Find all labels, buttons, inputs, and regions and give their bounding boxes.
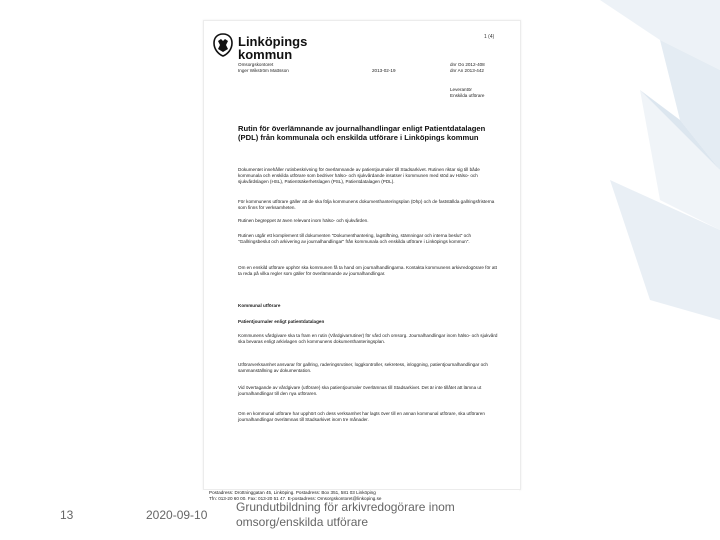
background-decoration: [490, 0, 720, 320]
document-date: 2013-02-19: [372, 68, 396, 73]
paragraph-private-provider: Om en enskild utförare upphör ska kommunen få ta hand om journalhandlingarna. Kontakta kommunens arkivredogörare för att ta reda på vilka regler som gäller för överlämnande av journalhandlingar.: [238, 265, 497, 277]
footer-contact: Tfn: 013-20 60 00. Fax: 013-20 51 47. E-postadress: Omsorgskontoret@linkoping.se: [209, 496, 382, 501]
section-heading-journals: Patientjournaler enligt patientdatalagen: [238, 319, 325, 324]
section-heading-municipal: Kommunal utförare: [238, 303, 281, 308]
paragraph-ceased-provider: Om en kommunal utförare har upphört och dess verksamhet har lagts över till en annan kommunal utförare, ska utföraren journalhandlingar överlämnas till Stadsarkivet inom tre månader.: [238, 411, 485, 423]
paragraph-intro-b: För kommunens utförare gäller att de ska följa kommunens dokumenthanteringsplan (Dhp) och de fastställda gallringsfristerna som finns för verksamheten.: [238, 199, 495, 211]
slide-footer-text: Grundutbildning för arkivredogörare inom omsorg/enskilda utförare: [236, 500, 455, 529]
document-title: Rutin för överlämnande av journalhandlingar enligt Patientdatalagen (PDL) från kommunala och enskilda utförare i Linköpings kommun: [238, 124, 486, 142]
recipient-line-1: Leverantör: [450, 87, 472, 92]
paragraph-responsibility: Utförarverksamhet ansvarar för gallring, raderingsrutiner, loggkontroller, sekretess, inloggning, patientjournalhandlingar och sammanställning av dokumentation.: [238, 362, 488, 374]
slide-number: 13: [60, 508, 74, 522]
paragraph-intro-c: Rutinen begreppet är även relevant inom hälso- och sjukvården.: [238, 218, 369, 223]
document-page: [203, 20, 521, 490]
reference-number-2: dnr An 2013-442: [450, 68, 484, 73]
org-name: Omsorgskontoret: [238, 62, 274, 67]
paragraph-care-provider: Kommunens vårdgivare ska ta fram en rutin (Vårdgivarrutiner) för vård och omsorg. Journalhandlingar inom hälso- och sjukvård ska bevaras enligt arkivlagen och kommunens dokumenthanteringsplan.: [238, 333, 498, 345]
slide-date: 2020-09-10: [146, 508, 208, 522]
logo-name-line2: kommun: [238, 47, 293, 62]
footer-address: Postadress: Drottninggatan 45, Linköping. Postadress: Box 351, 581 03 Linköping: [209, 490, 376, 495]
page-number: 1 (4): [484, 34, 495, 40]
org-contact: Inger Wikström Mattsson: [238, 68, 289, 73]
linkoping-lion-emblem-icon: [212, 33, 234, 57]
paragraph-transfer: Vid övertagande av vårdgivare (utförare) ska patientjournaler överlämnas till Stadsarkivet. Det är inte tillåtet att lämna ut journalhandlingar till den nya utföraren.: [238, 385, 482, 397]
logo-name-line1: Linköpings: [238, 34, 308, 49]
paragraph-intro: Dokumentet innehåller rutinbeskrivning för överlämnande av patientjournaler till Stadsarkivet. Rutinen riktar sig till både kommunala och enskilda utförare som bedriver hälso- och sjukvårdande insatser i kommunen med stöd av Hälso- och sjukvårdslagen (HSL), Patientsäkerhetslagen (PSL), Patientdatalagen (PDL).: [238, 167, 480, 185]
paragraph-complement: Rutinen utgår ett komplement till dokumenten "Dokumenthantering, lagstiftning, stämningar och interna beslut" och "Gallringsbeslut och arkivering av journalhandlingar" från kommunala och enskilda utförare i Linköpings kommun".: [238, 233, 472, 245]
reference-number-1: dnr Oo 2012-408: [450, 62, 485, 67]
recipient-line-2: Enskilda utförare: [450, 93, 485, 98]
